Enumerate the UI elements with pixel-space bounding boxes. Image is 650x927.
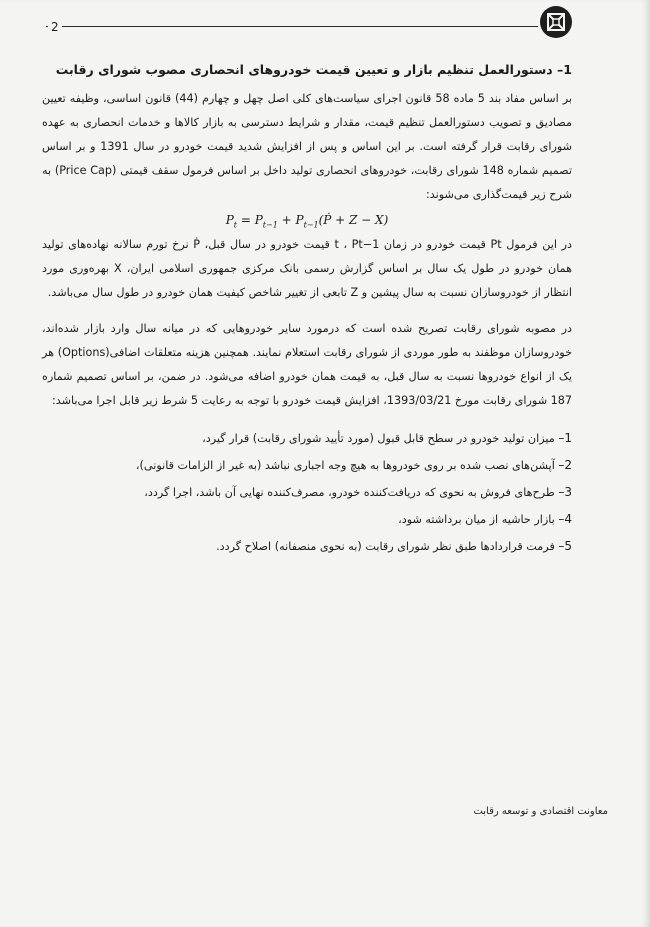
paragraph-formula-explanation: در این فرمول Pt قیمت خودرو در زمان t ، Pt−1 قیمت خودرو در سال قبل، Ṗ نرخ تورم سالانه نهاده‌های تولید همان خودرو در طول یک سال بر اساس گزارش رسمی بانک مرکزی جمهوری اسلامی ایران، X بهره‌وری مورد انتظار از خودروسازان نسبت به سال پیشین و Z تابعی از تغییر شاخص کیفیت همان خودرو در طول سال می‌باشد. [42,238,573,300]
list-item [42,452,572,479]
conditions-list [42,425,572,560]
header-rule [46,26,538,27]
formula-term2-sub: t−1 [303,220,319,230]
list-item-text: طرح‌های فروش به نحوی که دریافت‌کننده خودرو، مصرف‌کننده نهایی آن باشد، اجرا گردد، [144,486,559,500]
list-item-text: آپشن‌های نصب شده بر روی خودروها به هیچ وجه اجباری نباشد (به غیر از الزامات قانونی)، [135,459,559,473]
main-content [42,62,572,560]
list-item-text: فرمت قراردادها طبق نظر شورای رقابت (به نحوی منصفانه) اصلاح گردد. [216,540,559,554]
formula-eq: = [237,213,255,227]
formula-lhs: P [225,213,234,227]
list-item-number: 5– [558,539,572,554]
list-item [42,533,572,560]
list-item [42,425,572,452]
price-cap-formula [42,213,572,229]
page-number: 2 [48,20,62,34]
formula-plus: + [277,213,296,227]
list-item-text: میزان تولید خودرو در سطح قابل قبول (مورد تأیید شورای رقابت) قرار گیرد، [202,432,559,446]
emblem-icon [540,6,572,38]
list-item-number: 2– [558,458,572,473]
footer-text: معاونت اقتصادی و توسعه رقابت [473,806,608,817]
formula-paren: (Ṗ + Z − X) [318,213,389,227]
section-title: 1– دستورالعمل تنظیم بازار و تعیین قیمت خودروهای انحصاری مصوب شورای رقابت [55,62,572,77]
paragraph-intro: بر اساس مفاد بند 5 ماده 58 قانون اجرای سیاست‌های کلی اصل چهل و چهارم (44) قانون اساسی، وظیفه تعیین مصادیق و تصویب دستورالعمل تنظیم قیمت، مقدار و شرایط دسترسی به بازار کالاها و خدمات انحصاری به عهده شورای رقابت قرار گرفته است. بر این اساس و پس از افزایش شدید قیمت خودرو در سال 1391 و بر اساس تصمیم شماره 148 شورای رقابت، خودروهای انحصاری تولید داخل بر اساس فرمول سقف قیمتی (Price Cap) به شرح زیر قیمت‌گذاری می‌شوند: [42,92,573,201]
list-item-number: 3– [558,485,572,500]
formula-term1-sub: t−1 [262,220,278,230]
list-item-number: 4– [558,512,572,527]
emblem-icon-graphic [544,10,568,34]
formula-lhs-sub: t [233,220,238,230]
list-item [42,479,572,506]
formula-term2: P [295,213,304,227]
list-item-number: 1– [558,431,572,446]
list-item [42,506,572,533]
list-item-text: بازار حاشیه از میان برداشته شود، [398,513,559,527]
paragraph-resolution: در مصوبه شورای رقابت تصریح شده است که درمورد سایر خودروهایی که در میانه سال وارد بازار شده‌اند، خودروسازان موظفند به طور موردی از شورای رقابت استعلام نمایند. همچنین هزینه متعلقات اضافی(Options) هر یک از انواع خودروها نسبت به سال قبل، به قیمت همان خودرو اضافه می‌شود. در ضمن، بر اساس تصمیم شماره 187 شورای رقابت مورخ 1393/03/21، افزایش قیمت خودرو با توجه به رعایت 5 شرط زیر قابل اجرا می‌باشد: [42,322,572,408]
paragraph-gap [42,305,572,317]
formula-term1: P [254,213,263,227]
